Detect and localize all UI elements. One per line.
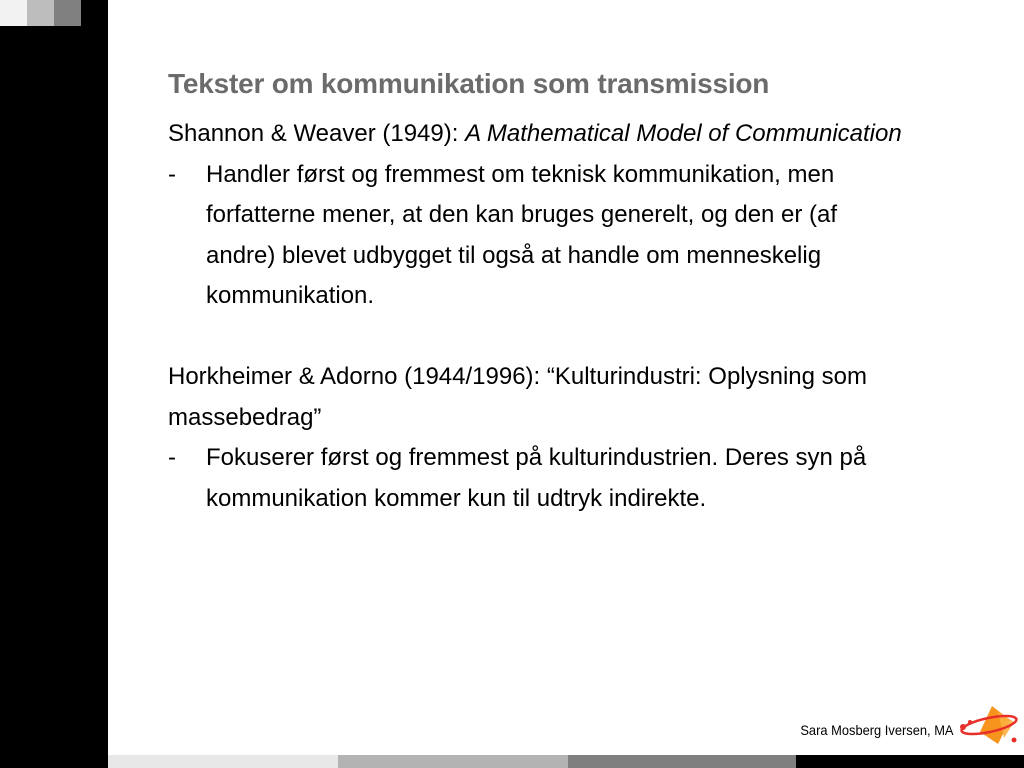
slide-body: [168, 114, 968, 519]
bottom-bar-segment-mid: [338, 755, 568, 768]
section1-heading-plain: Shannon & Weaver (1949):: [168, 120, 466, 147]
corner-square-dark: [54, 0, 81, 26]
section1-bullet: [168, 155, 968, 317]
orbit-logo-icon: [958, 700, 1020, 748]
section1-bullet-text: Handler først og fremmest om teknisk kommunikation, men forfatterne mener, at den kan bruges generelt, og den er (af andre) blevet udbygget til også at handle om menneskelig kommunikation.: [206, 160, 838, 309]
bullet-dash: -: [168, 444, 176, 471]
bottom-bar-segment-light: [108, 755, 338, 768]
bottom-bar-segment-dark: [568, 755, 796, 768]
corner-square-mid: [27, 0, 54, 26]
footer-author: Sara Mosberg Iversen, MA: [800, 722, 954, 738]
bottom-bar-segment-black: [796, 755, 1024, 768]
section2-bullet: [168, 438, 968, 519]
corner-square-light: [0, 0, 27, 26]
slide-title: Tekster om kommunikation som transmission: [168, 68, 770, 99]
left-black-bar: [0, 0, 108, 768]
bottom-gradient-bar: [108, 755, 1024, 768]
section2-bullet-text: Fokuserer først og fremmest på kulturindustrien. Deres syn på kommunikation kommer kun til udtryk indirekte.: [206, 444, 867, 512]
section-spacer: [168, 317, 968, 358]
section1-heading-italic: A Mathematical Model of Communication: [465, 120, 902, 147]
section2-heading: Horkheimer & Adorno (1944/1996): “Kulturindustri: Oplysning som massebedrag”: [168, 363, 867, 431]
section1-heading: [168, 114, 968, 155]
bullet-dash: -: [168, 160, 176, 188]
